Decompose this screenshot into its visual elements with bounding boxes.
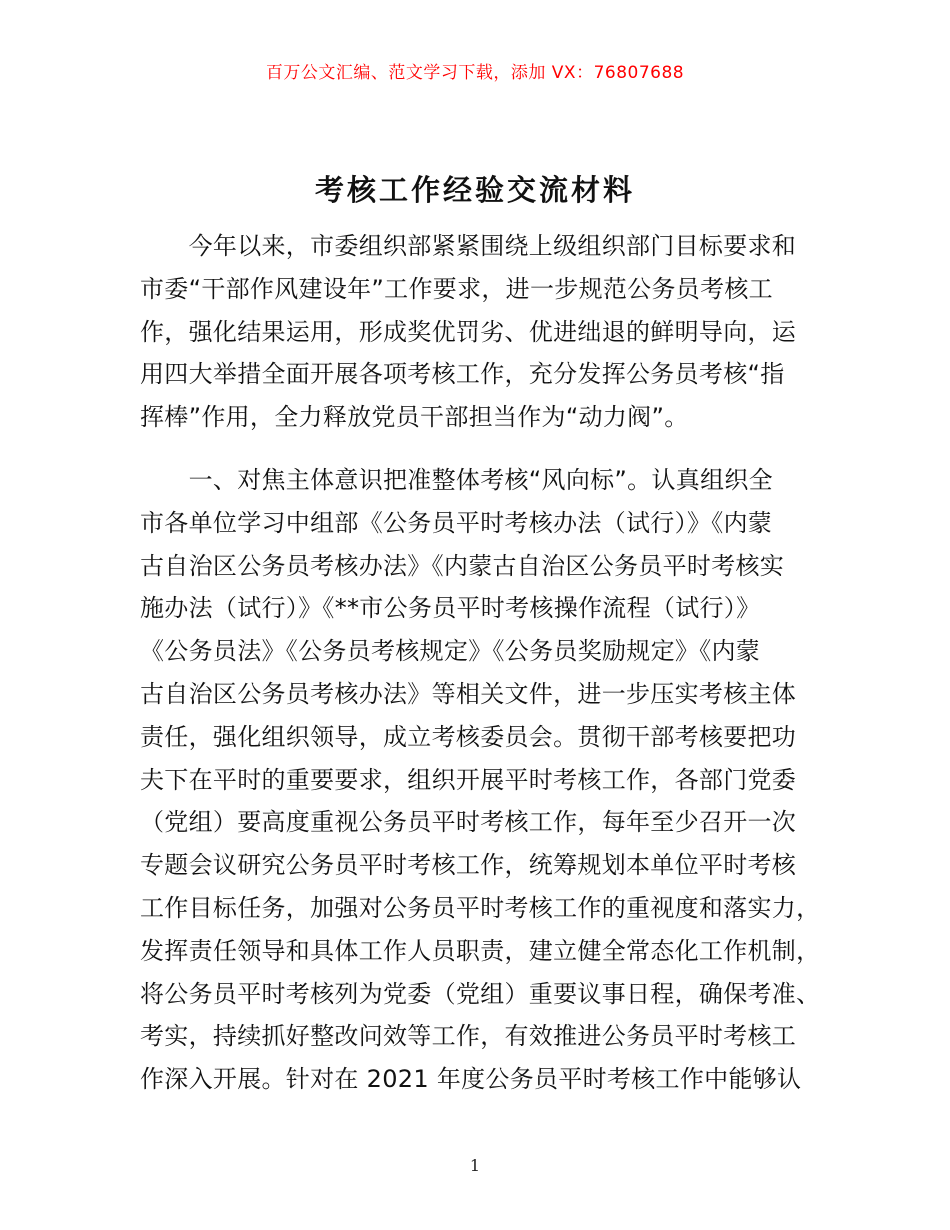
paragraph-line: 责任，强化组织领导，成立考核委员会。贯彻干部考核要把功 bbox=[140, 722, 797, 751]
paragraph-line: 作深入开展。针对在 2021 年度公务员平时考核工作中能够认 bbox=[140, 1065, 802, 1094]
paragraph-line: 施办法（试行）》《**市公务员平时考核操作流程（试行）》 bbox=[140, 594, 761, 623]
paragraph-line: 作，强化结果运用，形成奖优罚劣、优进绌退的鲜明导向，运 bbox=[140, 317, 797, 346]
paragraph-line: 今年以来，市委组织部紧紧围绕上级组织部门目标要求和 bbox=[140, 232, 797, 260]
paragraph-line: 一、对焦主体意识把准整体考核“风向标”。认真组织全 bbox=[140, 465, 773, 494]
paragraph-line: 发挥责任领导和具体工作人员职责，建立健全常态化工作机制， bbox=[140, 936, 821, 965]
paragraph-line: 用四大举措全面开展各项考核工作，充分发挥公务员考核“指 bbox=[140, 360, 785, 389]
paragraph-line: 市委“干部作风建设年”工作要求，进一步规范公务员考核工 bbox=[140, 274, 773, 303]
paragraph-section-one bbox=[140, 459, 830, 1101]
document-title: 考核工作经验交流材料 bbox=[314, 173, 635, 207]
paragraph-line: 考实，持续抓好整改问效等工作，有效推进公务员平时考核工 bbox=[140, 1022, 797, 1051]
paragraph-line: 古自治区公务员考核办法》等相关文件，进一步压实考核主体 bbox=[140, 679, 797, 708]
paragraph-intro bbox=[140, 225, 830, 439]
paragraph-line: （党组）要高度重视公务员平时考核工作，每年至少召开一次 bbox=[140, 808, 797, 837]
paragraph-line: 夫下在平时的重要要求，组织开展平时考核工作，各部门党委 bbox=[140, 765, 797, 794]
paragraph-line: 专题会议研究公务员平时考核工作，统筹规划本单位平时考核 bbox=[140, 851, 797, 880]
paragraph-line: 古自治区公务员考核办法》《内蒙古自治区公务员平时考核实 bbox=[140, 551, 785, 580]
paragraph-line: 市各单位学习中组部《公务员平时考核办法（试行）》《内蒙 bbox=[140, 508, 773, 537]
paragraph-line: 挥棒”作用，全力释放党员干部担当作为“动力阀”。 bbox=[140, 403, 689, 432]
paragraph-line: 《公务员法》《公务员考核规定》《公务员奖励规定》《内蒙 bbox=[140, 637, 761, 666]
header-watermark-note: 百万公文汇编、范文学习下载，添加 VX：76807688 bbox=[265, 63, 685, 83]
page-number: 1 bbox=[469, 1156, 481, 1175]
paragraph-spacer bbox=[140, 439, 830, 459]
paragraph-line: 将公务员平时考核列为党委（党组）重要议事日程，确保考准、 bbox=[140, 979, 821, 1008]
document-body bbox=[140, 225, 830, 1101]
paragraph-line: 工作目标任务，加强对公务员平时考核工作的重视度和落实力， bbox=[140, 893, 821, 922]
